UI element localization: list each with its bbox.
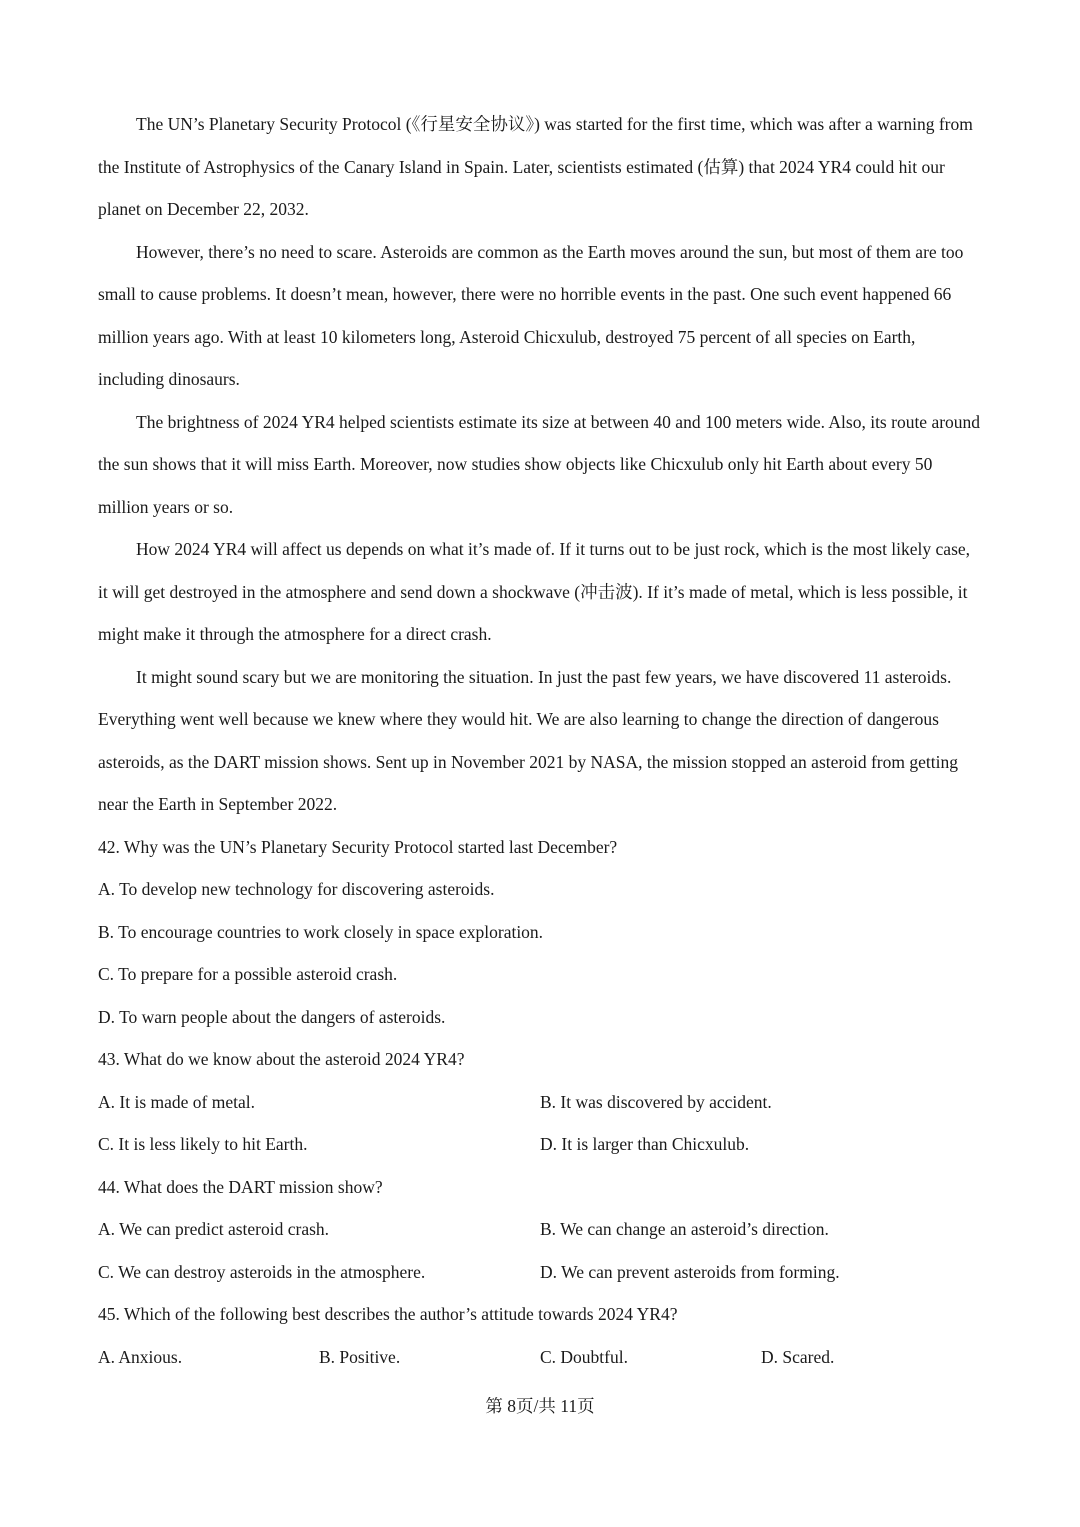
question-45 bbox=[98, 1293, 983, 1378]
options-row bbox=[98, 1208, 983, 1251]
option-c: C. We can destroy asteroids in the atmosphere. bbox=[98, 1261, 426, 1282]
option-b: B. To encourage countries to work closely in space exploration. bbox=[98, 921, 544, 942]
option-a: A. To develop new technology for discovering asteroids. bbox=[98, 879, 495, 899]
question-stem: 43. What do we know about the asteroid 2024 YR4? bbox=[98, 1049, 465, 1069]
options-row bbox=[98, 1081, 983, 1124]
exam-page bbox=[98, 103, 983, 1378]
option-d: D. To warn people about the dangers of asteroids. bbox=[98, 1006, 446, 1027]
option-d: D. We can prevent asteroids from forming. bbox=[540, 1261, 840, 1282]
options-row bbox=[98, 1336, 983, 1379]
option-a: A. Anxious. bbox=[98, 1346, 183, 1367]
option-b: B. We can change an asteroid’s direction. bbox=[540, 1219, 829, 1239]
question-44 bbox=[98, 1166, 983, 1294]
question-42 bbox=[98, 826, 983, 1039]
option-a: A. It is made of metal. bbox=[98, 1091, 255, 1112]
passage-paragraph-3: The brightness of 2024 YR4 helped scientists estimate its size at between 40 and 100 meters wide. Also, its route around the sun shows that it will miss Earth. Moreover, now studies show objects like Chicxulub only hit Earth about every 50 million years or so. bbox=[98, 411, 981, 517]
options-row bbox=[98, 1251, 983, 1294]
passage-paragraph-1: The UN’s Planetary Security Protocol (《行星安全协议》) was started for the first time, which was after a warning from the Institute of Astrophysics of the Canary Island in Spain. Later, scientists estimated (估算) that 2024 YR4 could hit our planet on December 22, 2032. bbox=[98, 114, 973, 219]
option-d: D. It is larger than Chicxulub. bbox=[540, 1134, 750, 1154]
question-43 bbox=[98, 1038, 983, 1166]
option-c: C. Doubtful. bbox=[540, 1346, 628, 1367]
question-stem: 44. What does the DART mission show? bbox=[98, 1176, 383, 1197]
passage-paragraph-5: It might sound scary but we are monitoring the situation. In just the past few years, we have discovered 11 asteroids. Everything went well because we knew where they would hit. We are also learning to change the direction of dangerous asteroids, as the DART mission shows. Sent up in November 2021 by NASA, the mission stopped an asteroid from getting near the Earth in September 2022. bbox=[98, 666, 958, 814]
question-stem: 42. Why was the UN’s Planetary Security Protocol started last December? bbox=[98, 836, 618, 857]
option-d: D. Scared. bbox=[761, 1346, 835, 1367]
question-stem: 45. Which of the following best describes the author’s attitude towards 2024 YR4? bbox=[98, 1304, 678, 1324]
option-b: B. Positive. bbox=[319, 1346, 401, 1367]
option-a: A. We can predict asteroid crash. bbox=[98, 1219, 330, 1239]
passage-paragraph-4: How 2024 YR4 will affect us depends on what it’s made of. If it turns out to be just rock, which is the most likely case, it will get destroyed in the atmosphere and send down a shockwave (冲击波). If it’s made of metal, which is less possible, it might make it through the atmosphere for a direct crash. bbox=[98, 539, 971, 644]
option-c: C. It is less likely to hit Earth. bbox=[98, 1134, 308, 1154]
passage-paragraph-2: However, there’s no need to scare. Asteroids are common as the Earth moves around the sun, but most of them are too small to cause problems. It doesn’t mean, however, there were no horrible events in the past. One such event happened 66 million years ago. With at least 10 kilometers long, Asteroid Chicxulub, destroyed 75 percent of all species on Earth, including dinosaurs. bbox=[98, 241, 964, 389]
option-b: B. It was discovered by accident. bbox=[540, 1091, 772, 1112]
page-number: 第 8页/共 11页 bbox=[485, 1396, 595, 1416]
option-c: C. To prepare for a possible asteroid crash. bbox=[98, 964, 398, 984]
options-row bbox=[98, 1123, 983, 1166]
